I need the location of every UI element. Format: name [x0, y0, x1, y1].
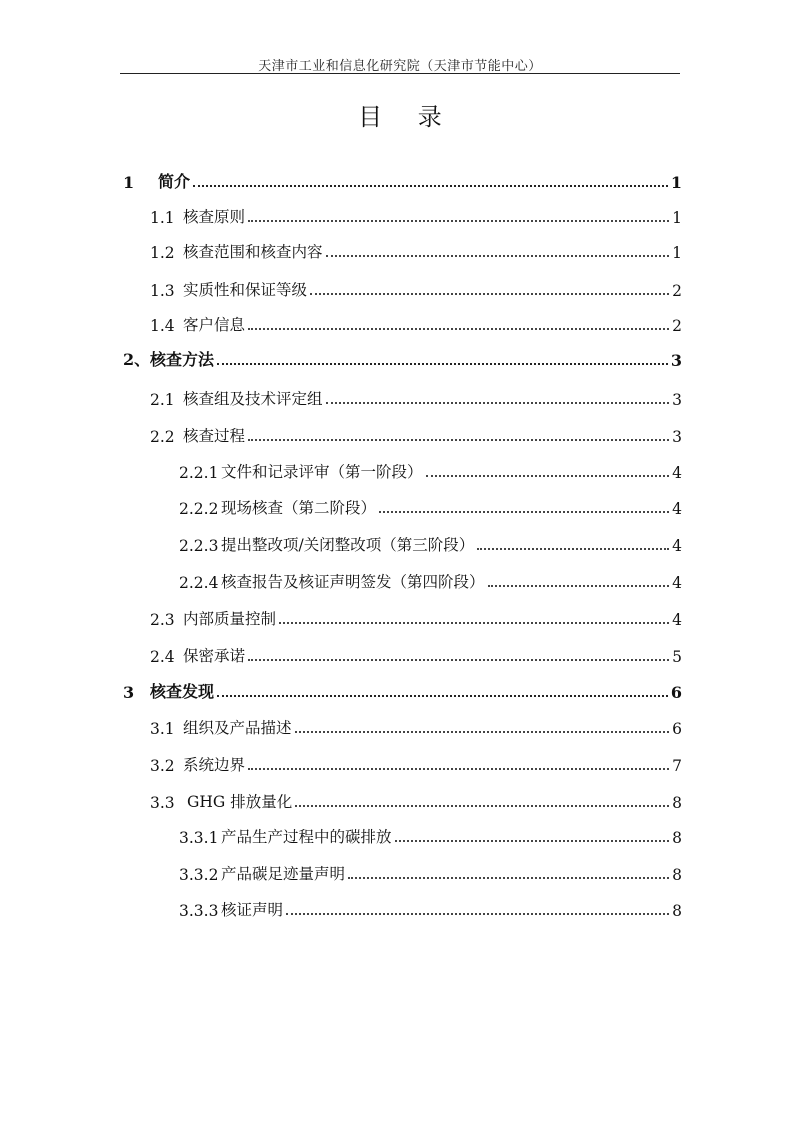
- dot-leader: [477, 548, 669, 550]
- toc-entry-title: 产品碳足迹量声明: [221, 865, 346, 883]
- toc-entry-level2[interactable]: [150, 605, 682, 629]
- dot-leader: [295, 731, 670, 733]
- toc-entry-page: 6: [672, 720, 682, 738]
- toc-entry-number: 3: [123, 683, 135, 702]
- dot-leader: [248, 328, 669, 330]
- toc-entry-title: 产品生产过程中的碳排放: [221, 828, 392, 846]
- dot-leader: [395, 840, 670, 842]
- toc-entry-level3[interactable]: [179, 494, 682, 518]
- toc-entry-title: 核查组及技术评定组: [183, 390, 323, 408]
- dot-leader: [326, 255, 670, 257]
- dot-leader: [310, 293, 669, 295]
- toc-entry-level3[interactable]: [179, 531, 682, 555]
- toc-entry-level2[interactable]: [150, 276, 682, 300]
- toc-entry-number: 1.2: [150, 244, 175, 262]
- toc-entry-page: 8: [672, 829, 682, 847]
- toc-entry-page: 1: [672, 244, 682, 262]
- toc-entry-title: 核查发现: [150, 682, 215, 701]
- toc-entry-number: 3.3.3: [179, 902, 219, 920]
- toc-entry-number: 2.1: [150, 391, 175, 409]
- toc-entry-page: 2: [672, 282, 682, 300]
- toc-entry-page: 4: [672, 574, 682, 592]
- toc-entry-number: 2.2: [150, 428, 175, 446]
- toc-entry-page: 5: [672, 648, 682, 666]
- toc-entry-level1[interactable]: [123, 346, 682, 370]
- toc-entry-number: 3.2: [150, 757, 175, 775]
- toc-entry-title: 现场核查（第二阶段）: [221, 499, 377, 517]
- dot-leader: [488, 585, 670, 587]
- toc-entry-level1[interactable]: [123, 168, 682, 192]
- toc-entry-number: 2.2.1: [179, 464, 219, 482]
- toc-entry-page: 2: [672, 317, 682, 335]
- dot-leader: [217, 695, 668, 697]
- toc-entry-number: 3.3.1: [179, 829, 219, 847]
- dot-leader: [279, 622, 669, 624]
- toc-entry-title: 核证声明: [221, 901, 284, 919]
- toc-entry-number: 1.1: [150, 209, 175, 227]
- toc-entry-level2[interactable]: [150, 788, 682, 812]
- toc-entry-title: 核查原则: [183, 208, 246, 226]
- toc-entry-page: 8: [672, 902, 682, 920]
- toc-entry-page: 7: [672, 757, 682, 775]
- toc-entry-title: 实质性和保证等级: [183, 281, 308, 299]
- toc-entry-page: 6: [670, 683, 682, 702]
- toc-entry-title: 核查范围和核查内容: [183, 243, 323, 261]
- toc-entry-number: 2.3: [150, 611, 175, 629]
- toc-entry-number: 1.4: [150, 317, 175, 335]
- toc-entry-title: 提出整改项/关闭整改项（第三阶段）: [221, 536, 475, 554]
- toc-entry-level2[interactable]: [150, 311, 682, 335]
- toc-entry-level2[interactable]: [150, 422, 682, 446]
- dot-leader: [426, 475, 670, 477]
- toc-entry-title: 核查过程: [183, 427, 246, 445]
- toc-entry-number: 2、: [123, 350, 151, 369]
- toc-entry-page: 4: [672, 611, 682, 629]
- dot-leader: [348, 877, 669, 879]
- toc-entry-page: 8: [672, 794, 682, 812]
- toc-entry-level3[interactable]: [179, 823, 682, 847]
- toc-entry-title: GHG 排放量化: [187, 793, 293, 811]
- toc-entry-title: 内部质量控制: [183, 610, 277, 628]
- toc-entry-page: 3: [672, 428, 682, 446]
- dot-leader: [217, 363, 668, 365]
- toc-entry-level3[interactable]: [179, 896, 682, 920]
- toc-entry-level3[interactable]: [179, 860, 682, 884]
- dot-leader: [248, 768, 669, 770]
- toc-entry-level3[interactable]: [179, 568, 682, 592]
- toc-entry-level2[interactable]: [150, 203, 682, 227]
- toc-entry-page: 1: [672, 209, 682, 227]
- toc-entry-page: 3: [672, 391, 682, 409]
- toc-entry-level3[interactable]: [179, 458, 682, 482]
- toc-entry-level2[interactable]: [150, 751, 682, 775]
- dot-leader: [248, 220, 669, 222]
- toc-title: 目 录: [358, 103, 456, 131]
- toc-entry-title: 系统边界: [183, 756, 246, 774]
- toc-entry-number: 3.3.2: [179, 866, 219, 884]
- toc-entry-title: 核查方法: [150, 350, 215, 369]
- toc-entry-level2[interactable]: [150, 714, 682, 738]
- toc-entry-level2[interactable]: [150, 238, 682, 262]
- dot-leader: [379, 511, 669, 513]
- page-header: 天津市工业和信息化研究院（天津市节能中心）: [258, 59, 542, 74]
- toc-entry-page: 4: [672, 500, 682, 518]
- toc-entry-page: 1: [670, 173, 682, 192]
- toc-entry-number: 3.1: [150, 720, 175, 738]
- toc-entry-number: 2.4: [150, 648, 175, 666]
- toc-entry-title: 组织及产品描述: [183, 719, 292, 737]
- dot-leader: [248, 659, 669, 661]
- dot-leader: [286, 913, 669, 915]
- toc-entry-title: 文件和记录评审（第一阶段）: [221, 463, 423, 481]
- dot-leader: [193, 185, 668, 187]
- toc-entry-page: 3: [670, 351, 682, 370]
- toc-entry-number: 1.3: [150, 282, 175, 300]
- toc-entry-title: 客户信息: [183, 316, 246, 334]
- toc-entry-number: 2.2.4: [179, 574, 219, 592]
- toc-entry-page: 4: [672, 537, 682, 555]
- toc-entry-title: 保密承诺: [183, 647, 246, 665]
- dot-leader: [295, 805, 669, 807]
- toc-entry-level2[interactable]: [150, 385, 682, 409]
- toc-entry-title: 核查报告及核证声明签发（第四阶段）: [221, 573, 485, 591]
- toc-entry-level1[interactable]: [123, 678, 682, 702]
- toc-entry-number: 1: [123, 173, 135, 192]
- toc-entry-page: 4: [672, 464, 682, 482]
- toc-entry-level2[interactable]: [150, 642, 682, 666]
- toc-entry-title: 简介: [158, 172, 191, 191]
- dot-leader: [248, 439, 669, 441]
- toc-entry-number: 3.3: [150, 794, 175, 812]
- toc-entry-page: 8: [672, 866, 682, 884]
- toc-entry-number: 2.2.2: [179, 500, 219, 518]
- dot-leader: [326, 402, 670, 404]
- toc-entry-number: 2.2.3: [179, 537, 219, 555]
